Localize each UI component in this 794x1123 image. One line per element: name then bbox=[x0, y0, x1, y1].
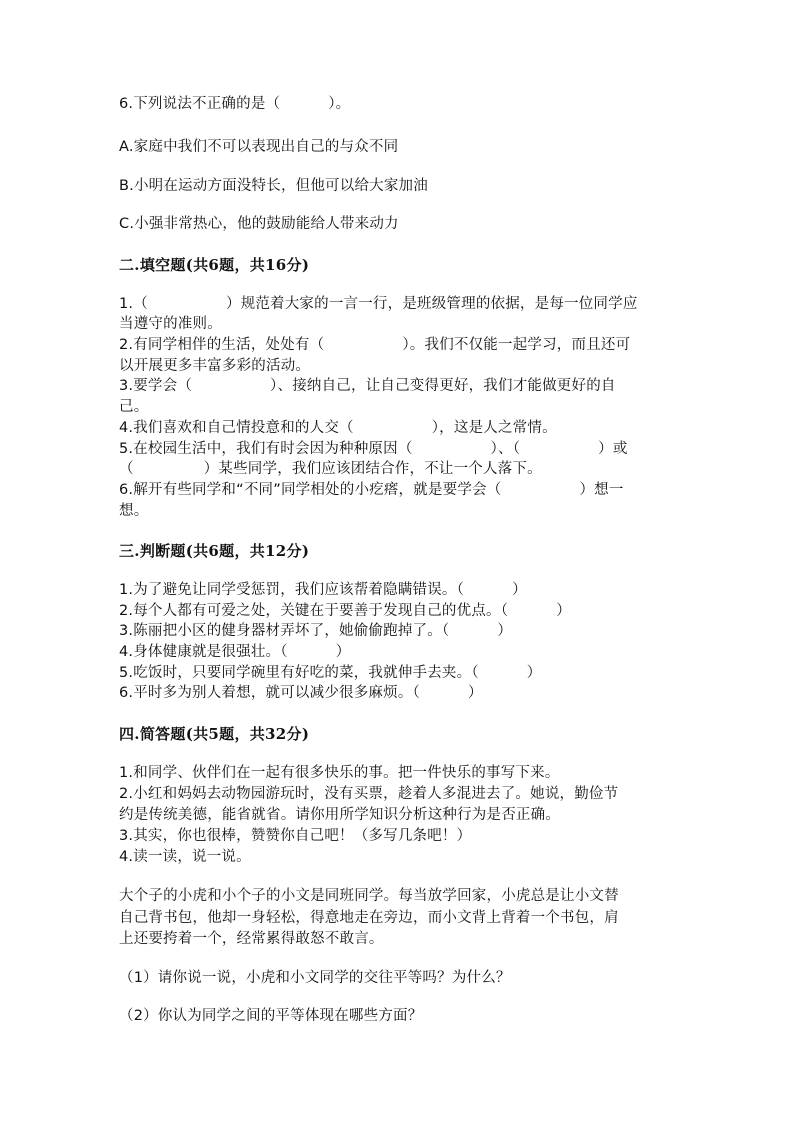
subquestion-2: （2）你认为同学之间的平等体现在哪些方面？ bbox=[119, 1008, 423, 1024]
judge-item-6-text: 6.平时多为别人着想，就可以减少很多麻烦。（ bbox=[119, 685, 420, 701]
answer-item-4: 4.读一读，说一说。 bbox=[119, 849, 251, 865]
fill-item-5-text-b: ）、（ bbox=[490, 441, 521, 457]
fill-item-1-text-a: 1.（ bbox=[119, 296, 148, 312]
fill-item-4-line-1 bbox=[119, 418, 679, 438]
judge-item-3-close: ） bbox=[497, 623, 513, 639]
judge-item-3-text: 3.陈丽把小区的健身器材弄坏了，她偷偷跑掉了。（ bbox=[119, 623, 450, 639]
fill-item-2-line-2: 以开展更多丰富多彩的活动。 bbox=[119, 358, 311, 374]
passage-line-1: 大个子的小虎和小个子的小文是同班同学。每当放学回家，小虎总是让小文替 bbox=[119, 888, 619, 904]
fill-item-1-text-b: ）规范着大家的一言一行，是班级管理的依据，是每一位同学应 bbox=[225, 296, 638, 312]
question-6-option-a: A.家庭中我们不可以表现出自己的与众不同 bbox=[119, 139, 399, 155]
answer-item-2-line-1: 2.小红和妈妈去动物园游玩时，没有买票，趁着人多混进去了。她说，勤俭节 bbox=[119, 786, 619, 802]
judge-item-1 bbox=[119, 580, 679, 600]
fill-item-6-line-2: 想。 bbox=[119, 503, 149, 519]
fill-item-2-text-a: 2.有同学相伴的生活，处处有（ bbox=[119, 337, 325, 353]
fill-item-5-text-c: ）或 bbox=[598, 441, 628, 457]
fill-item-5-line-1 bbox=[119, 439, 679, 459]
answer-item-1: 1.和同学、伙伴们在一起有很多快乐的事。把一件快乐的事写下来。 bbox=[119, 765, 560, 781]
judge-item-1-close: ） bbox=[512, 582, 527, 598]
fill-item-2-line-1 bbox=[119, 335, 679, 355]
fill-item-5-text-d: （ bbox=[119, 461, 134, 477]
judge-item-2 bbox=[119, 601, 679, 621]
fill-item-4-text-a: 4.我们喜欢和自己情投意和的人交（ bbox=[119, 420, 354, 436]
judge-item-2-text: 2.每个人都有可爱之处，关键在于要善于发现自己的优点。（ bbox=[119, 603, 509, 619]
section-2-title: 二.填空题(共6题，共16分) bbox=[119, 256, 310, 274]
question-6-stem-text: 6.下列说法不正确的是（ bbox=[119, 96, 281, 112]
section-3-title: 三.判断题(共6题，共12分) bbox=[119, 542, 310, 560]
fill-item-3-text-b: ）、接纳自己，让自己变得更好，我们才能做更好的自 bbox=[270, 378, 616, 394]
answer-item-3: 3.其实，你也很棒，赞赞你自己吧！（多写几条吧！） bbox=[119, 828, 472, 844]
judge-item-4-close: ） bbox=[335, 644, 351, 660]
fill-item-1-line-1 bbox=[119, 294, 679, 314]
fill-item-1-line-2: 当遵守的准则。 bbox=[119, 316, 222, 332]
fill-item-2-text-b: ）。我们不仅能一起学习，而且还可 bbox=[402, 337, 631, 353]
answer-item-2-line-2: 约是传统美德，能省就省。请你用所学知识分析这种行为是否正确。 bbox=[119, 807, 560, 823]
judge-item-5-close: ） bbox=[526, 665, 542, 681]
passage-line-3: 上还要挎着一个，经常累得敢怒不敢言。 bbox=[119, 931, 384, 947]
fill-item-6-line-1 bbox=[119, 480, 679, 500]
passage-line-2: 自己背书包，他却一身轻松，得意地走在旁边，而小文背上背着一个书包，肩 bbox=[119, 910, 619, 926]
question-6-stem-close: ）。 bbox=[328, 96, 351, 112]
fill-item-3-line-1 bbox=[119, 376, 679, 396]
fill-item-6-text-b: ）想一 bbox=[579, 482, 624, 498]
judge-item-5 bbox=[119, 663, 679, 683]
question-6-option-c: C.小强非常热心，他的鼓励能给人带来动力 bbox=[119, 216, 399, 232]
judge-item-4 bbox=[119, 642, 679, 662]
fill-item-5-line-2 bbox=[119, 459, 679, 479]
fill-item-6-text-a: 6.解开有些同学和“不同”同学相处的小疙瘩，就是要学会（ bbox=[119, 482, 502, 498]
fill-item-4-text-b: ），这是人之常情。 bbox=[431, 420, 557, 436]
judge-item-6 bbox=[119, 683, 679, 703]
judge-item-5-text: 5.吃饭时，只要同学碗里有好吃的菜，我就伸手去夹。（ bbox=[119, 665, 479, 681]
subquestion-1: （1）请你说一说，小虎和小文同学的交往平等吗？为什么？ bbox=[119, 970, 511, 986]
fill-item-5-text-e: ）某些同学，我们应该团结合作，不让一个人落下。 bbox=[203, 461, 542, 477]
fill-item-3-text-a: 3.要学会（ bbox=[119, 378, 193, 394]
fill-item-5-text-a: 5.在校园生活中，我们有时会因为种种原因（ bbox=[119, 441, 413, 457]
question-6-stem bbox=[119, 94, 679, 114]
judge-item-2-close: ） bbox=[556, 603, 571, 619]
judge-item-4-text: 4.身体健康就是很强壮。（ bbox=[119, 644, 288, 660]
fill-item-3-line-2: 己。 bbox=[119, 399, 149, 415]
section-4-title: 四.简答题(共5题，共32分) bbox=[119, 725, 310, 743]
judge-item-1-text: 1.为了避免让同学受惩罚，我们应该帮着隐瞒错误。（ bbox=[119, 582, 465, 598]
judge-item-3 bbox=[119, 621, 679, 641]
question-6-option-b: B.小明在运动方面没特长，但他可以给大家加油 bbox=[119, 178, 428, 194]
judge-item-6-close: ） bbox=[467, 685, 483, 701]
